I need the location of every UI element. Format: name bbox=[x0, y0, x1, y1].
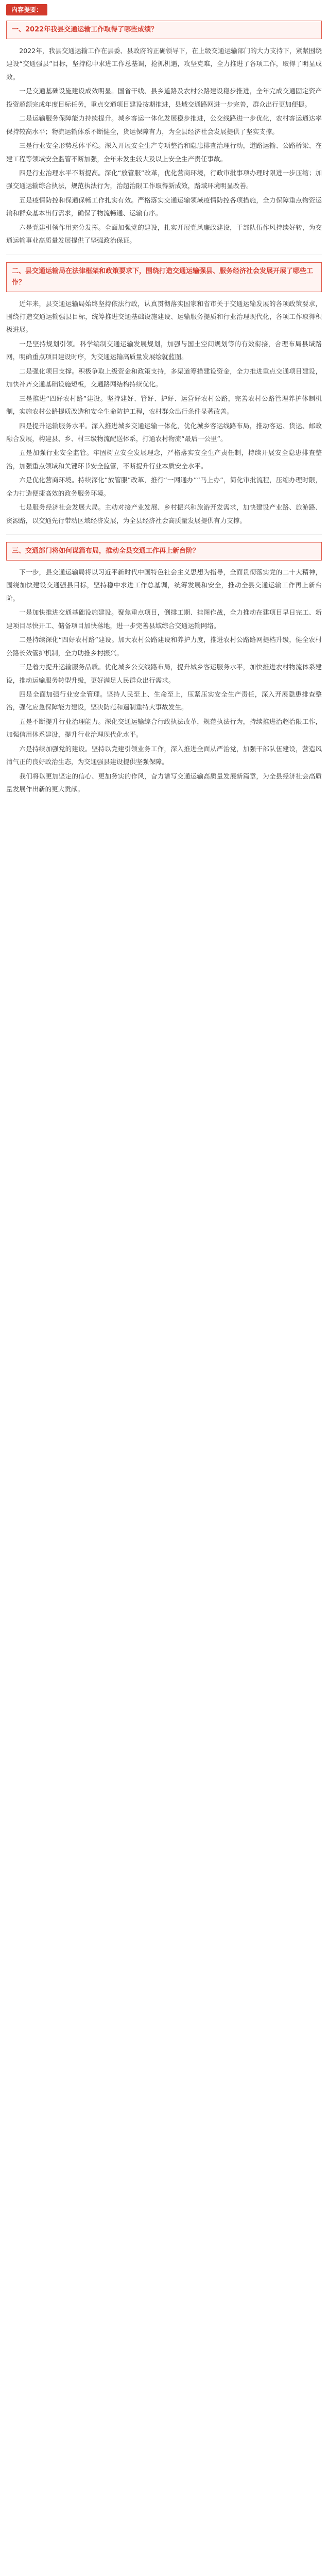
section-title: 三、交通部门将如何谋篇布局，推动全县交通工作再上新台阶？ bbox=[6, 542, 322, 561]
paragraph: 六是持续加强党的建设。坚持以党建引领业务工作，深入推进全面从严治党，加强干部队伍建设，营造风清气正的良好政治生态，为交通强县建设提供坚强保障。 bbox=[6, 744, 322, 766]
section-3 bbox=[6, 542, 322, 795]
paragraph: 三是行业安全形势总体平稳。深入开展安全生产专项整治和隐患排查治理行动，道路运输、公路桥梁、在建工程等领域安全监管不断加强，全年未发生较大及以上安全生产责任事故。 bbox=[6, 142, 322, 163]
paragraph: 下一步，县交通运输局将以习近平新时代中国特色社会主义思想为指导，全面贯彻落实党的二十大精神，围绕加快建设交通强县目标，坚持稳中求进工作总基调，统筹发展和安全，推动全县交通运输工作再上新台阶。 bbox=[6, 568, 322, 602]
paragraph: 三是推进“四好农村路”建设。坚持建好、管好、护好、运营好农村公路，完善农村公路管理养护体制机制，实施农村公路提质改造和安全生命防护工程，农村群众出行条件显著改善。 bbox=[6, 394, 322, 416]
paragraph: 三是着力提升运输服务品质。优化城乡公交线路布局，提升城乡客运服务水平，加快推进农村物流体系建设，推动运输服务转型升级，更好满足人民群众出行需求。 bbox=[6, 663, 322, 684]
paragraph: 四是全面加强行业安全管理。坚持人民至上、生命至上，压紧压实安全生产责任，深入开展隐患排查整治，强化应急保障能力建设，坚决防范和遏制重特大事故发生。 bbox=[6, 690, 322, 711]
paragraph: 一是坚持规划引领。科学编制交通运输发展规划，加强与国土空间规划等的有效衔接，合理布局县域路网，明确重点项目建设时序，为交通运输高质量发展绘就蓝图。 bbox=[6, 340, 322, 361]
paragraph: 五是加强行业安全监管。牢固树立安全发展理念，严格落实安全生产责任制，持续开展安全隐患排查整治，加强重点领域和关键环节安全监管，不断提升行业本质安全水平。 bbox=[6, 449, 322, 470]
paragraph: 四是提升运输服务水平。深入推进城乡交通运输一体化，优化城乡客运线路布局，推动客运、货运、邮政融合发展，构建县、乡、村三级物流配送体系，打通农村物流“最后一公里”。 bbox=[6, 421, 322, 443]
paragraph: 近年来，县交通运输局始终坚持依法行政，认真贯彻落实国家和省市关于交通运输发展的各项政策要求，围绕打造交通运输强县目标，统筹推进交通基础设施建设、运输服务提质和行业治理现代化，各项工作取得积极进展。 bbox=[6, 299, 322, 334]
paragraph: 五是不断提升行业治理能力。深化交通运输综合行政执法改革，规范执法行为，持续推进治超治限工作，加强信用体系建设，提升行业治理现代化水平。 bbox=[6, 717, 322, 739]
document-page bbox=[0, 0, 328, 809]
section-1 bbox=[6, 21, 322, 247]
paragraph: 六是优化营商环境。持续深化“放管服”改革，推行“一网通办”“马上办”，简化审批流程，压缩办理时限，全力打造便捷高效的政务服务环境。 bbox=[6, 476, 322, 497]
section-2 bbox=[6, 262, 322, 527]
section-divider bbox=[6, 534, 322, 535]
paragraph: 五是疫情防控和保通保畅工作扎实有效。严格落实交通运输领域疫情防控各项措施，全力保障重点物资运输和群众基本出行需求，确保了物流畅通、运输有序。 bbox=[6, 196, 322, 217]
section-title: 二、县交通运输局在法律框架和政策要求下，围绕打造交通运输强县、服务经济社会发展开展了哪些工作？ bbox=[6, 262, 322, 292]
paragraph: 2022年，我县交通运输工作在县委、县政府的正确领导下，在上级交通运输部门的大力支持下，紧紧围绕建设“交通强县”目标，坚持稳中求进工作总基调，抢抓机遇，攻坚克难，全力推进了各项工作，取得了明显成效。 bbox=[6, 47, 322, 81]
summary-label-row bbox=[6, 4, 322, 15]
paragraph: 六是党建引领作用充分发挥。全面加强党的建设，扎实开展党风廉政建设，干部队伍作风持续好转，为交通运输事业高质量发展提供了坚强政治保证。 bbox=[6, 223, 322, 245]
paragraph: 一是交通基础设施建设成效明显。国省干线、县乡道路及农村公路建设稳步推进，全年完成交通固定资产投资超额完成年度目标任务，重点交通项目建设按期推进，县域交通路网进一步完善，群众出行更加便捷。 bbox=[6, 87, 322, 108]
paragraph: 二是持续深化“四好农村路”建设。加大农村公路建设和养护力度，推进农村公路路网提档升级，健全农村公路长效管护机制，全力助推乡村振兴。 bbox=[6, 636, 322, 657]
paragraph: 我们将以更加坚定的信心、更加务实的作风，奋力谱写交通运输高质量发展新篇章，为全县经济社会高质量发展作出新的更大贡献。 bbox=[6, 772, 322, 793]
section-title: 一、2022年我县交通运输工作取得了哪些成绩？ bbox=[6, 21, 322, 39]
summary-label: 内容提要： bbox=[6, 4, 47, 15]
paragraph: 一是加快推进交通基础设施建设。聚焦重点项目，倒排工期、挂图作战，全力推动在建项目早日完工、新建项目尽快开工、储备项目加快落地，进一步完善县域综合交通运输网络。 bbox=[6, 608, 322, 630]
sections-container bbox=[6, 21, 322, 795]
paragraph: 七是服务经济社会发展大局。主动对接产业发展、乡村振兴和旅游开发需求，加快建设产业路、旅游路、资源路，以交通先行带动区域经济发展，为全县经济社会高质量发展提供有力支撑。 bbox=[6, 503, 322, 524]
paragraph: 二是强化项目支撑。积极争取上级资金和政策支持，多渠道筹措建设资金，全力推进重点交通项目建设，加快补齐交通基础设施短板，交通路网结构持续优化。 bbox=[6, 367, 322, 388]
paragraph: 二是运输服务保障能力持续提升。城乡客运一体化发展稳步推进，公交线路进一步优化，农村客运通达率保持较高水平；物流运输体系不断健全，货运保障有力，为全县经济社会发展提供了坚实支撑。 bbox=[6, 114, 322, 135]
paragraph: 四是行业治理水平不断提高。深化“放管服”改革，优化营商环境，行政审批事项办理时限进一步压缩；加强交通运输综合执法，规范执法行为，治超治限工作取得新成效，路域环境明显改善。 bbox=[6, 168, 322, 190]
